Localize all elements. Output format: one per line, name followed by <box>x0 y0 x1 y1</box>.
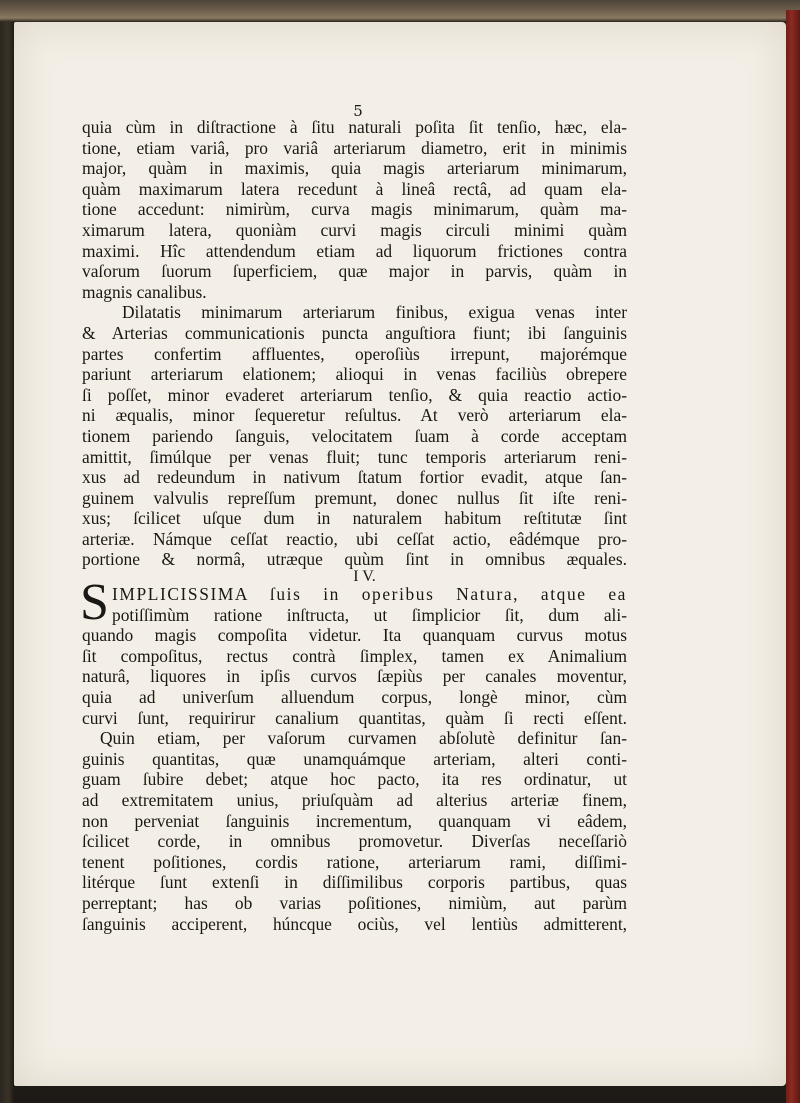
text-line: tione accedunt: nimirùm, curva magis minimarum, quàm ma- <box>82 199 627 220</box>
text-line: amittit, ſimúlque per venas fluit; tunc temporis arteriarum reni- <box>82 446 627 467</box>
text-line: guam ſubire debet; atque hoc pacto, ita res ordinatur, ut <box>82 769 627 790</box>
text-line: quia ad univerſum alluendum corpus, longè minor, cùm <box>82 687 627 708</box>
drop-cap: S <box>80 574 109 632</box>
text-line: tionem pariendo ſanguis, velocitatem ſuam à corde acceptam <box>82 425 627 446</box>
text-line: ximarum latera, quoniàm curvi magis circuli minimi quàm <box>82 219 627 240</box>
paragraph-2 <box>82 302 627 570</box>
text-line: perreptant; has ob varias poſitiones, nimiùm, aut parùm <box>82 892 627 913</box>
text-line: Dilatatis minimarum arteriarum finibus, exigua venas inter <box>122 302 627 323</box>
page-number: 5 <box>353 102 363 120</box>
book-top-edge <box>0 0 800 22</box>
text-line: quàm maximarum latera recedunt à lineâ rectâ, ad quam ela- <box>82 178 627 199</box>
text-line: ſanguinis acciperent, húncque ociùs, vel lentiùs admitterent, <box>82 913 627 934</box>
section-number: I V. <box>353 568 376 586</box>
text-line: xus; ſcilicet uſque dum in naturalem habitum reſtitutæ ſint <box>82 508 627 529</box>
text-line: xus ad redeundum in nativum ſtatum fortior evadit, atque ſan- <box>82 467 627 488</box>
book-cover-edge <box>786 10 800 1103</box>
text-line: non perveniat ſanguinis incrementum, quanquam vi eâdem, <box>82 810 627 831</box>
text-line: Quin etiam, per vaſorum curvamen abſolutè definitur ſan- <box>100 728 627 749</box>
text-line: guinis quantitas, quæ unamquámque arteriam, alteri conti- <box>82 748 627 769</box>
text-line: curvi ſunt, requirirur canalium quantitas, quàm ſi recti eſſent. <box>82 707 627 728</box>
text-line: ſcilicet corde, in omnibus promovetur. Diverſas neceſſariò <box>82 831 627 852</box>
text-line: litérque ſunt extenſi in diſſimilibus corporis partibus, quas <box>82 872 627 893</box>
text-line: ſit compoſitus, rectus contrà ſimplex, tamen ex Animalium <box>82 645 627 666</box>
text-line: tione, etiam variâ, pro variâ arteriarum diametro, erit in minimis <box>82 137 627 158</box>
text-line: quando magis compoſita videtur. Ita quanquam curvus motus <box>82 625 627 646</box>
text-line: arteriæ. Námque ceſſat reactio, ubi ceſſat actio, eâdémque pro- <box>82 528 627 549</box>
text-line: guinem valvulis repreſſum premunt, donec nullus ſit iſte reni- <box>82 487 627 508</box>
text-line: & Arterias communicationis puncta anguſtiora fiunt; ibi ſanguinis <box>82 322 627 343</box>
paragraph-4 <box>82 728 627 934</box>
text-line: IMPLICISSIMA ſuis in operibus Natura, atque ea <box>112 584 627 605</box>
text-line: ni æqualis, minor ſequeretur reſultus. At verò arteriarum ela- <box>82 405 627 426</box>
paragraph-3 <box>80 574 627 728</box>
text-line: major, quàm in maximis, quia magis arteriarum minimarum, <box>82 158 627 179</box>
book-page <box>14 22 786 1086</box>
text-line: potiſſimùm ratione inſtructa, ut ſimplicior ſit, dum ali- <box>112 604 627 625</box>
text-line: partes confertim affluentes, operoſiùs irrepunt, majorémque <box>82 343 627 364</box>
text-line: quia cùm in diſtractione à ſitu naturali poſita ſit tenſio, hæc, ela- <box>82 117 627 137</box>
paragraph-1 <box>82 117 627 302</box>
text-line: portione & normâ, utræque quùm ſint in omnibus æquales. <box>82 549 627 570</box>
body-text <box>82 117 627 934</box>
text-line: pariunt arteriarum elationem; alioqui in venas faciliùs obrepere <box>82 364 627 385</box>
text-line: tenent poſitiones, cordis ratione, arteriarum rami, diſſimi- <box>82 851 627 872</box>
text-line: naturâ, liquores in ipſis curvos ſæpiùs per canales moventur, <box>82 666 627 687</box>
text-line: maximi. Hîc attendendum etiam ad liquorum frictiones contra <box>82 240 627 261</box>
text-line: vaſorum ſuorum ſuperficiem, quæ major in parvis, quàm in <box>82 261 627 282</box>
text-line: magnis canalibus. <box>82 281 207 302</box>
text-line: ad extremitatem unius, priuſquàm ad alterius arteriæ finem, <box>82 790 627 810</box>
text-line: ſi poſſet, minor evaderet arteriarum tenſio, & quia reactio actio- <box>82 384 627 405</box>
